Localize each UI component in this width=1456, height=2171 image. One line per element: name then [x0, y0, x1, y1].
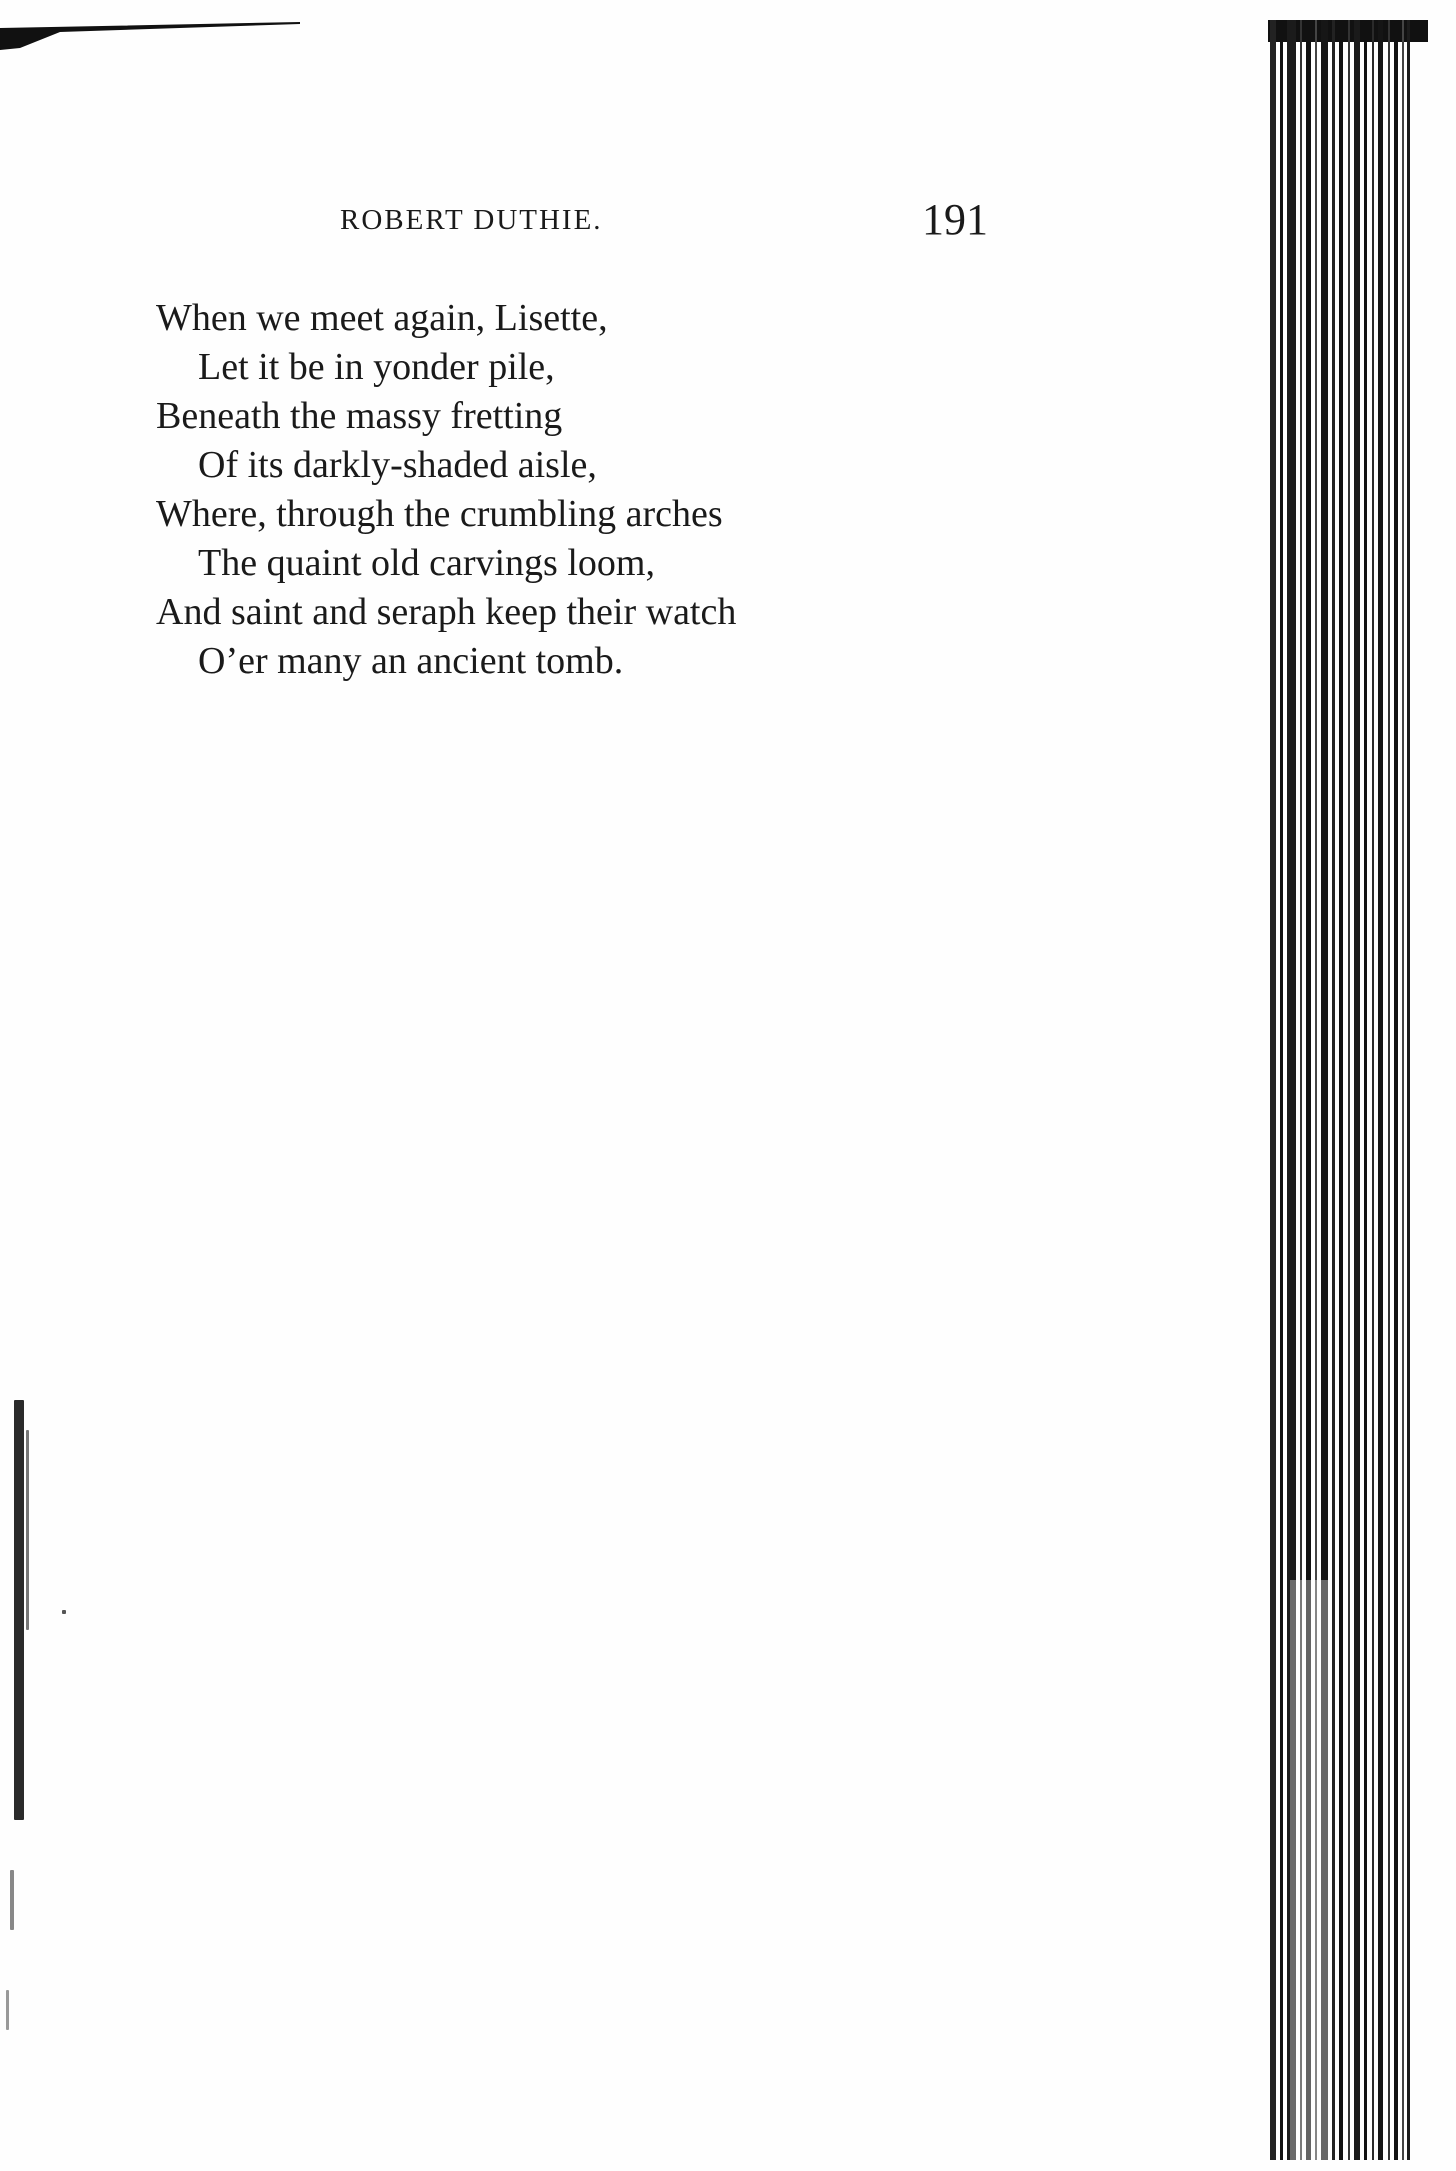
- poem-line: Let it be in yonder pile,: [198, 346, 555, 388]
- page-left-edge-marks: [0, 1390, 60, 2050]
- poem-line: Of its darkly-shaded aisle,: [198, 444, 597, 486]
- poem-line: Where, through the crumbling arches: [156, 493, 723, 535]
- poem-line: Beneath the massy fretting: [156, 395, 563, 437]
- poem-line: And saint and seraph keep their watch: [156, 591, 737, 633]
- poem-line: O’er many an ancient tomb.: [198, 640, 624, 682]
- poem-line: When we meet again, Lisette,: [156, 297, 608, 339]
- page-header: [0, 195, 1456, 260]
- page-top-edge-shadow: [0, 18, 300, 52]
- book-fore-edge: [1268, 20, 1428, 2160]
- poem-line: The quaint old carvings loom,: [198, 542, 655, 584]
- page-number: 191: [922, 195, 988, 244]
- running-head: ROBERT DUTHIE.: [340, 204, 603, 236]
- poem-stanza: [156, 294, 916, 686]
